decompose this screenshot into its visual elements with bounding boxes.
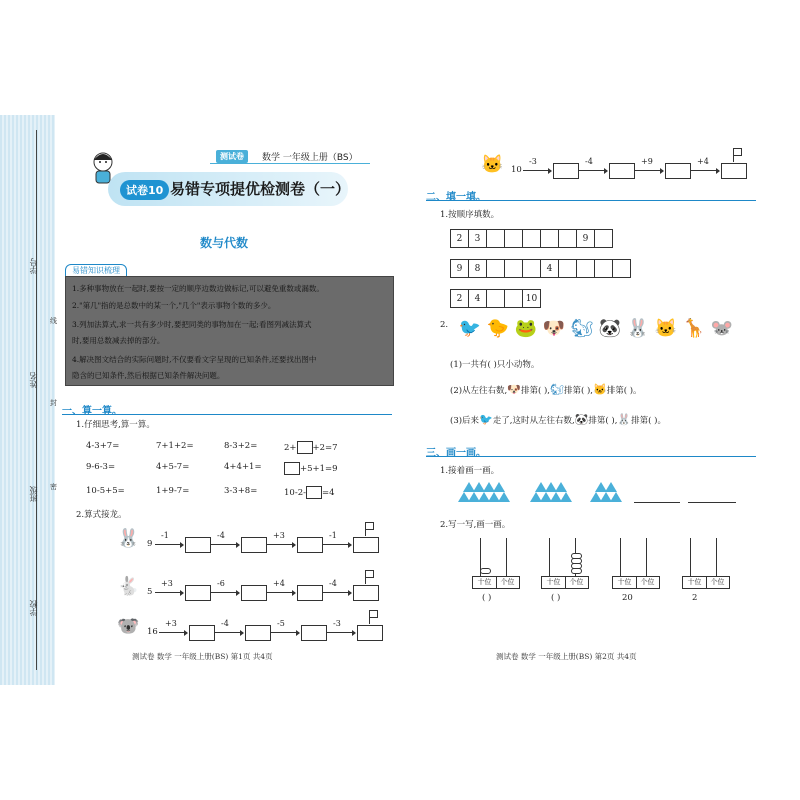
triangle-shape [560, 492, 572, 502]
chain-arrow [523, 170, 551, 171]
ones-label: 个位 [640, 578, 655, 586]
cut-char-secret: 密 [50, 483, 57, 491]
abacus-frame [472, 576, 520, 589]
sequence-cell: 2 [451, 230, 469, 248]
calc-item-blank: 2+ +2=7 [284, 443, 338, 453]
calc-item: 4-3+7= [86, 441, 120, 451]
tens-label: 十位 [543, 577, 566, 588]
koala-icon: 🐨 [117, 616, 140, 637]
chain-answer-box[interactable] [665, 163, 691, 179]
chain-answer-box[interactable] [357, 625, 383, 641]
chick-icon: 🐤 [486, 318, 510, 339]
chain-arrow [691, 170, 719, 171]
chain-operation: +9 [641, 157, 653, 166]
chain-arrow [327, 632, 355, 633]
test-number-pill: 试卷10 [120, 180, 169, 200]
knowledge-line: 隐含的已知条件,然后根据已知条件解决问题。 [72, 371, 225, 380]
chain-start: 16 [147, 627, 158, 637]
part3-q2: 2.写一写,画一画。 [440, 520, 511, 530]
abacus-frame [612, 576, 660, 589]
test-tag: 测试卷 [216, 150, 248, 163]
sequence-cell[interactable] [505, 230, 523, 248]
abacus-value: 20 [622, 593, 633, 603]
knowledge-line: 1.多种事物放在一起时,要按一定的顺序边数边做标记,可以避免重数或漏数。 [72, 284, 324, 293]
cat-icon: 🐱 [593, 383, 607, 396]
calc-item: 4+5-7= [156, 462, 190, 472]
part2-q2-2: (2)从左往右数,🐶排第( ),🐿排第( ),🐱排第( )。 [450, 383, 642, 396]
sequence-cell[interactable] [505, 290, 523, 308]
sequence-cell[interactable] [559, 260, 577, 278]
footer-right: 测试卷 数学 一年级上册(BS) 第2页 共4页 [496, 652, 637, 661]
chain-operation: +3 [161, 579, 173, 588]
sequence-cell: 10 [523, 290, 541, 308]
flag-icon [365, 522, 374, 530]
abacus-rod [690, 538, 691, 576]
calc-item: 8-3+2= [224, 441, 258, 451]
sequence-cell[interactable] [577, 260, 595, 278]
sequence-table-3 [450, 289, 541, 308]
part2-rule [426, 200, 756, 201]
triangle-shape [610, 492, 622, 502]
ones-label: 个位 [500, 578, 515, 586]
part1-heading: 一、算一算。 [62, 406, 122, 417]
sequence-cell[interactable] [487, 230, 505, 248]
chain-arrow [211, 592, 239, 593]
chain-arrow [323, 544, 351, 545]
chain-arrow [211, 544, 239, 545]
part1-q2: 2.算式接龙。 [76, 510, 127, 520]
part2-q2-label: 2. [440, 320, 449, 330]
giraffe-icon: 🦒 [682, 318, 706, 339]
chain-arrow [635, 170, 663, 171]
chain-arrow [159, 632, 187, 633]
knowledge-line: 2."第几"指的是总数中的某一个,"几个"表示事物个数的多少。 [72, 301, 276, 310]
rabbit-icon: 🐰 [617, 413, 632, 426]
sequence-cell: 4 [469, 290, 487, 308]
squirrel-icon: 🐿 [550, 383, 564, 396]
part3-rule [426, 456, 756, 457]
chain-start: 9 [147, 539, 153, 549]
label-class: 班级 [29, 486, 38, 502]
abacus-bead [480, 568, 491, 574]
abacus-value: 2 [692, 593, 698, 603]
chain-operation: -4 [217, 531, 225, 540]
calc-item: 9-6-3= [86, 462, 116, 472]
knowledge-tab: 易错知识梳理 [65, 264, 127, 278]
chain-answer-box[interactable] [189, 625, 215, 641]
sequence-cell[interactable] [505, 260, 523, 278]
chain-arrow [323, 592, 351, 593]
chain-arrow [155, 544, 183, 545]
chain-answer-box[interactable] [553, 163, 579, 179]
chain-answer-box[interactable] [353, 537, 379, 553]
chain-arrow [271, 632, 299, 633]
sequence-cell[interactable] [487, 290, 505, 308]
part2-heading: 二、填一填。 [426, 192, 486, 203]
abacus-rod [620, 538, 621, 576]
chain-arrow [215, 632, 243, 633]
panda-icon: 🐼 [598, 318, 622, 339]
chain-answer-box[interactable] [301, 625, 327, 641]
label-student-id: 学号 [29, 258, 38, 274]
chain-answer-box[interactable] [245, 625, 271, 641]
sequence-cell[interactable] [523, 230, 541, 248]
triangle-pattern [458, 480, 638, 504]
sequence-table-2 [450, 259, 631, 278]
flag-icon [733, 148, 742, 156]
binding-line [36, 130, 37, 670]
chain-operation: +3 [273, 531, 285, 540]
calc-item: 7+1+2= [156, 441, 194, 451]
flag-icon [369, 610, 378, 618]
chain-answer-box[interactable] [609, 163, 635, 179]
chain-operation: -5 [277, 619, 285, 628]
chain-answer-box[interactable] [241, 537, 267, 553]
tens-label: 十位 [614, 577, 637, 588]
bird-icon: 🐦 [458, 318, 482, 339]
knowledge-line: 4.解决图文结合的实际问题时,不仅要看文字呈现的已知条件,还要找出图中 [72, 355, 317, 364]
cat-icon: 🐱 [654, 318, 678, 339]
abacus-value[interactable]: ( ) [551, 593, 561, 603]
bird-icon: 🐦 [479, 413, 493, 426]
chain-operation: -1 [161, 531, 169, 540]
part2-q2-3: (3)后来🐦走了,这时从左往右数,🐼排第( ),🐰排第( )。 [450, 413, 666, 426]
chain-operation: -4 [329, 579, 337, 588]
sequence-cell[interactable] [595, 230, 613, 248]
draw-blank[interactable] [634, 502, 680, 503]
abacus-rod [716, 538, 717, 576]
triangle-shape [498, 492, 510, 502]
draw-blank[interactable] [688, 502, 736, 503]
sequence-cell[interactable] [523, 260, 541, 278]
sequence-cell[interactable] [541, 230, 559, 248]
chain-operation: -1 [329, 531, 337, 540]
triangle-shape [605, 482, 617, 492]
cat-icon: 🐱 [481, 154, 504, 175]
chain-operation: -4 [585, 157, 593, 166]
chain-answer-box[interactable] [185, 537, 211, 553]
chain-operation: -6 [217, 579, 225, 588]
chain-answer-box[interactable] [353, 585, 379, 601]
part2-q2-1: (1)一共有( )只小动物。 [450, 360, 540, 370]
sequence-table-1 [450, 229, 613, 248]
knowledge-line: 时,要用总数减去掉的部分。 [72, 336, 165, 345]
label-school: 学校 [29, 600, 38, 616]
chain-start: 5 [147, 587, 153, 597]
chain-operation: +4 [273, 579, 285, 588]
dog-icon: 🐶 [542, 318, 566, 339]
tens-label: 十位 [474, 577, 497, 588]
sequence-cell[interactable] [613, 260, 631, 278]
hare-icon: 🐇 [117, 576, 140, 597]
triangle-shape [555, 482, 567, 492]
sequence-cell[interactable] [595, 260, 613, 278]
abacus-rod [506, 538, 507, 576]
chain-answer-box[interactable] [721, 163, 747, 179]
section-title: 数与代数 [200, 236, 249, 250]
mouse-icon: 🐭 [710, 318, 734, 339]
knowledge-box [65, 276, 394, 386]
dog-icon: 🐶 [507, 383, 521, 396]
answer-box[interactable] [297, 441, 313, 454]
rabbit-icon: 🐰 [626, 318, 650, 339]
part1-rule [62, 414, 392, 415]
cut-char-line: 线 [50, 317, 57, 325]
chain-answer-box[interactable] [241, 585, 267, 601]
chain-answer-box[interactable] [297, 585, 323, 601]
answer-box[interactable] [284, 462, 300, 475]
footer-left: 测试卷 数学 一年级上册(BS) 第1页 共4页 [132, 652, 273, 661]
panda-icon: 🐼 [574, 413, 589, 426]
chain-arrow [267, 592, 295, 593]
squirrel-icon: 🐿 [570, 318, 594, 339]
chain-operation: +4 [697, 157, 709, 166]
cut-char-seal: 封 [50, 399, 57, 407]
part3-q1: 1.接着画一画。 [440, 466, 500, 476]
abacus-frame [541, 576, 589, 589]
sequence-cell: 3 [469, 230, 487, 248]
part1-q1: 1.仔细思考,算一算。 [76, 420, 155, 430]
chain-arrow [579, 170, 607, 171]
sequence-cell: 2 [451, 290, 469, 308]
knowledge-line: 3.列加法算式,求一共有多少时,要把同类的事物加在一起;看图列减法算式 [72, 320, 312, 329]
abacus-frame [682, 576, 730, 589]
chain-operation: +3 [165, 619, 177, 628]
calc-item: 1+9-7= [156, 486, 190, 496]
triangle-shape [493, 482, 505, 492]
abacus-rod [646, 538, 647, 576]
calc-item-blank: 10-2- =4 [284, 488, 335, 498]
abacus-value[interactable]: ( ) [482, 593, 492, 603]
part3-heading: 三、画一画。 [426, 448, 486, 459]
chain-operation: -3 [333, 619, 341, 628]
chain-answer-box[interactable] [185, 585, 211, 601]
calc-item: 4+4+1= [224, 462, 262, 472]
sequence-cell: 9 [451, 260, 469, 278]
label-name: 姓名 [29, 372, 38, 388]
abacus-rod [549, 538, 550, 576]
chain-operation: -4 [221, 619, 229, 628]
tens-label: 十位 [684, 577, 707, 588]
answer-box[interactable] [306, 486, 322, 499]
ones-label: 个位 [569, 578, 584, 586]
page-title: 易错专项提优检测卷（一） [170, 180, 351, 198]
subject-grade: 数学 一年级上册（BS） [262, 153, 358, 163]
ones-label: 个位 [710, 578, 725, 586]
flag-icon [365, 570, 374, 578]
chain-start: 10 [511, 165, 522, 175]
frog-icon: 🐸 [514, 318, 538, 339]
sequence-cell: 8 [469, 260, 487, 278]
sequence-cell[interactable] [559, 230, 577, 248]
abacus-bead [571, 553, 582, 559]
chain-operation: -3 [529, 157, 537, 166]
part2-q1: 1.按顺序填数。 [440, 210, 500, 220]
animal-row [456, 320, 736, 338]
calc-item: 3-3+8= [224, 486, 258, 496]
sequence-cell[interactable] [487, 260, 505, 278]
chain-arrow [267, 544, 295, 545]
rabbit-icon: 🐰 [117, 528, 140, 549]
calc-item-blank: +5+1=9 [284, 462, 338, 475]
header-rule [210, 163, 370, 164]
chain-arrow [155, 592, 183, 593]
sequence-cell: 4 [541, 260, 559, 278]
sequence-cell: 9 [577, 230, 595, 248]
chain-answer-box[interactable] [297, 537, 323, 553]
calc-item: 10-5+5= [86, 486, 125, 496]
